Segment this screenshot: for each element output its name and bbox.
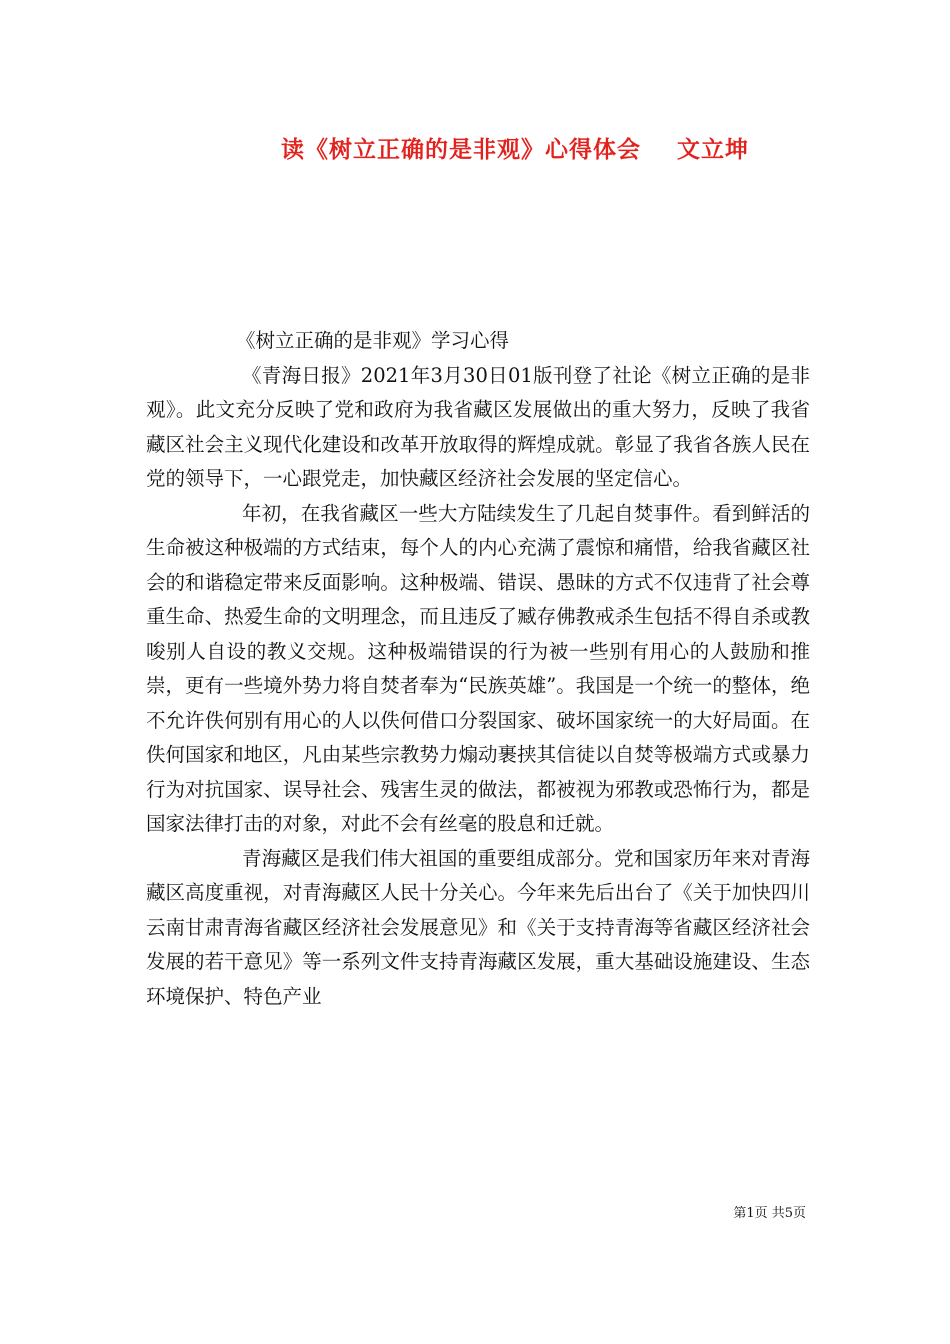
document-title: 读《树立正确的是非观》心得体会 文立坤	[280, 136, 750, 163]
document-body	[146, 324, 810, 1014]
paragraph-3: 青海藏区是我们伟大祖国的重要组成部分。党和国家历年来对青海藏区高度重视，对青海藏区人民十分关心。今年来先后出台了《关于加快四川云南甘肃青海省藏区经济社会发展意见》和《关于支持青海等省藏区经济社会发展的若干意见》等一系列文件支持青海藏区发展，重大基础设施建设、生态环境保护、特色产业	[146, 846, 810, 1008]
paragraph-2: 年初，在我省藏区一些大方陆续发生了几起自焚事件。看到鲜活的生命被这种极端的方式结束，每个人的内心充满了震惊和痛惜，给我省藏区社会的和谐稳定带来反面影响。这种极端、错误、愚昧的方式不仅违背了社会尊重生命、热爱生命的文明理念，而且违反了臧存佛教戒杀生包括不得自杀或教唆别人自设的教义交规。这种极端错误的行为被一些别有用心的人鼓励和推崇，更有一些境外势力将自焚者奉为“民族英雄”。我国是一个统一的整体，绝不允许佚何别有用心的人以佚何借口分裂国家、破坏国家统一的大好局面。在佚何国家和地区，凡由某些宗教势力煽动裹挟其信徒以自焚等极端方式或暴力行为对抗国家、误导社会、残害生灵的做法，都被视为邪教或恐怖行为，都是国家法律打击的对象，对此不会有丝毫的股息和迁就。	[146, 501, 810, 835]
paragraph-1: 《青海日报》2021年3月30日01版刊登了社论《树立正确的是非观》。此文充分反映了党和政府为我省藏区发展做出的重大努力，反映了我省藏区社会主义现代化建设和改革开放取得的辉煌成就。彰显了我省各族人民在党的领导下，一心跟党走，加快藏区经济社会发展的坚定信心。	[146, 363, 810, 490]
page-number: 第1页 共5页	[733, 1206, 806, 1221]
document-subheading: 《树立正确的是非观》学习心得	[236, 329, 510, 352]
